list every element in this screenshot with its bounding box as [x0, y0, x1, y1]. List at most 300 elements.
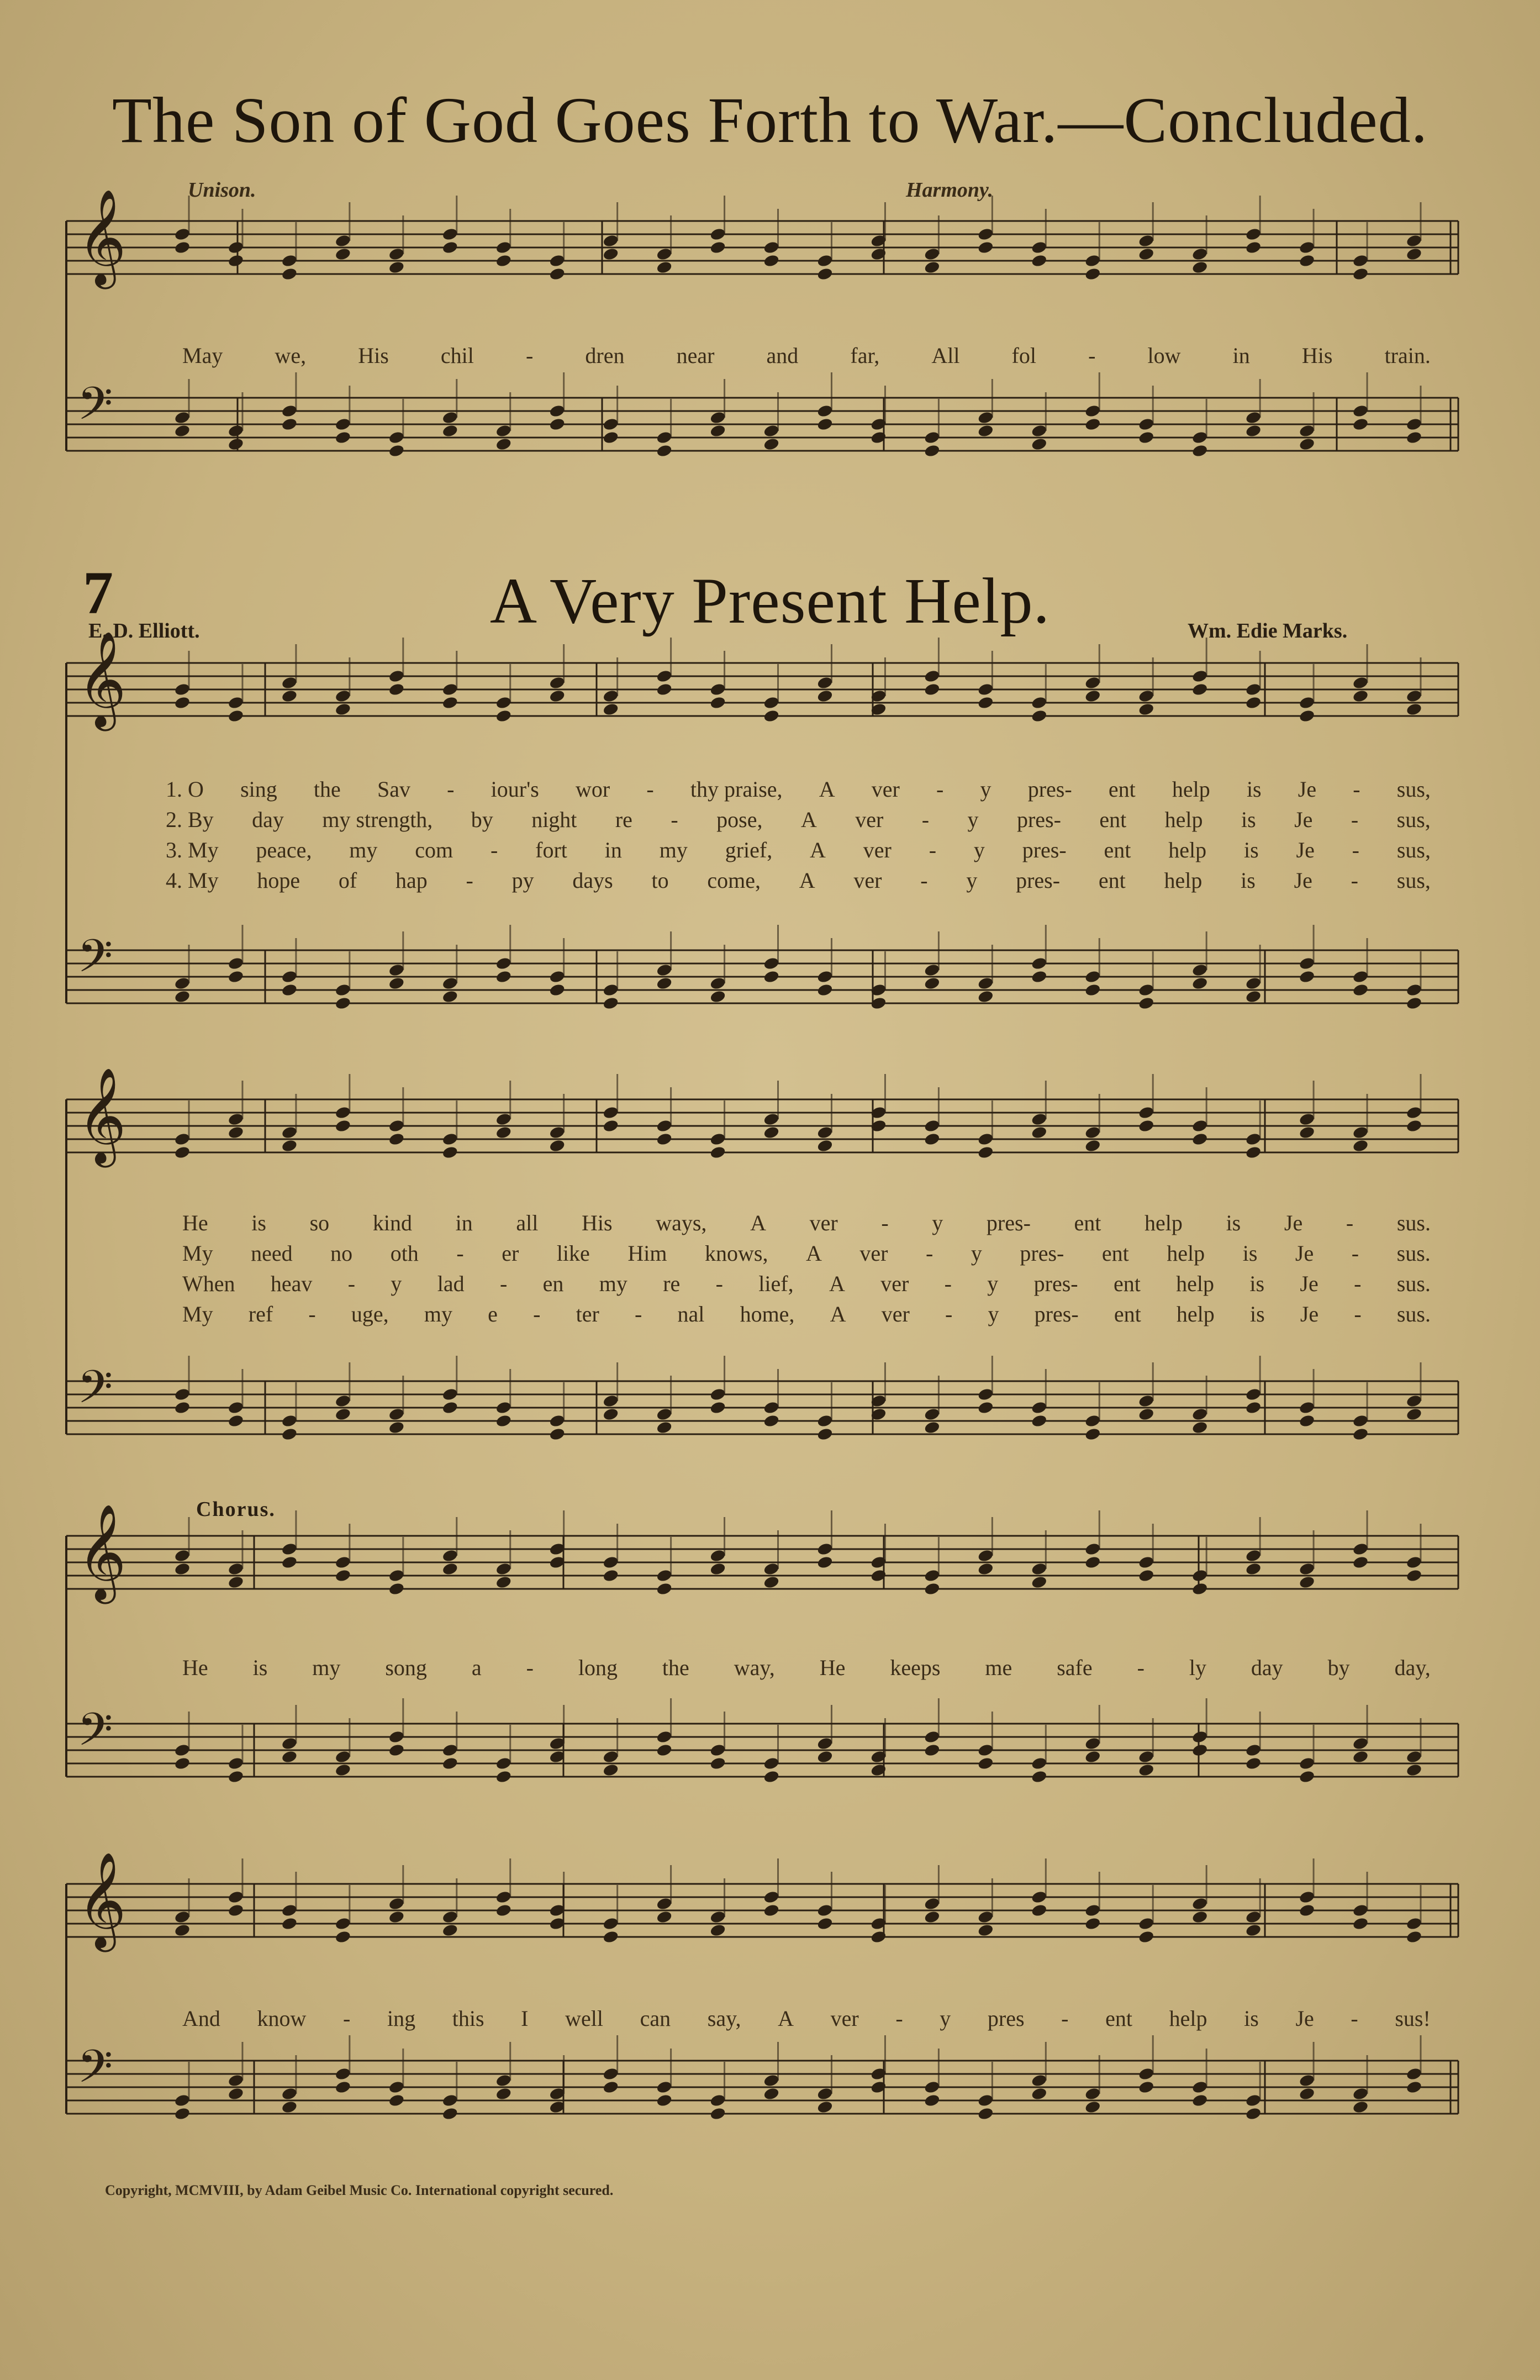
treble-clef-icon: 𝄞	[77, 1504, 126, 1600]
lyric-syllable: Je	[1300, 1271, 1319, 1296]
lyric-syllable: My	[182, 1302, 213, 1326]
notehead	[281, 417, 298, 431]
lyric-syllable: this	[452, 2006, 484, 2031]
treble-clef-icon: 𝄞	[77, 1852, 126, 1948]
lyric-syllable: -	[1351, 807, 1359, 832]
notehead	[1138, 1763, 1155, 1777]
notehead	[495, 437, 512, 451]
notehead	[1299, 437, 1316, 451]
lyric-syllable: -	[920, 868, 928, 893]
notehead	[281, 1427, 298, 1441]
notehead	[549, 1139, 566, 1153]
lyric-syllable: pres-	[1020, 1241, 1064, 1266]
notehead	[763, 1414, 780, 1428]
unison-marking: Unison.	[188, 178, 256, 202]
notehead	[656, 682, 673, 697]
lyric-syllable: day	[252, 807, 284, 832]
notehead	[1406, 702, 1423, 717]
notehead	[709, 1145, 726, 1160]
lyric-syllable: -	[715, 1271, 723, 1296]
notehead	[924, 682, 941, 697]
lyric-syllable: Je	[1294, 807, 1313, 832]
lyric-syllable: y	[987, 1271, 999, 1296]
lyric-syllable: -	[646, 777, 654, 802]
notehead	[388, 1420, 405, 1435]
notehead	[977, 1562, 994, 1576]
lyric-syllable: dren	[585, 343, 625, 368]
lyric-syllable: well	[565, 2006, 603, 2031]
notehead	[1031, 1770, 1048, 1784]
lyric-syllable: pres-	[1016, 868, 1061, 893]
notehead	[763, 1575, 780, 1589]
lyric-syllable: my	[349, 838, 378, 862]
notehead	[1299, 1414, 1316, 1428]
notehead	[1299, 1575, 1316, 1589]
notehead	[977, 989, 994, 1004]
notehead	[1191, 1420, 1209, 1435]
notehead	[977, 1400, 994, 1415]
lyric-syllable: -	[1354, 1271, 1362, 1296]
notehead	[549, 417, 566, 431]
lyric-syllable: know	[257, 2006, 307, 2031]
lyric-syllable: ver	[880, 1271, 909, 1296]
notehead	[924, 1582, 941, 1596]
notehead	[977, 2107, 994, 2121]
lyric-syllable: keeps	[890, 1655, 941, 1680]
lyric-syllable: His	[358, 343, 389, 368]
lyric-syllable: -	[525, 343, 534, 368]
lyric-syllable: y	[988, 1302, 999, 1326]
notehead	[174, 424, 191, 438]
chorus-label: Chorus.	[196, 1498, 276, 1521]
notehead	[228, 1770, 245, 1784]
notehead	[1245, 240, 1262, 255]
notehead	[709, 1923, 726, 1937]
notehead	[174, 1400, 191, 1415]
treble-staff	[66, 631, 1458, 731]
notehead	[1031, 2087, 1048, 2101]
notehead	[816, 983, 834, 997]
lyric-syllable: ent	[1113, 1271, 1141, 1296]
lyric-syllable: we,	[275, 343, 307, 368]
lyric-syllable: uge,	[351, 1302, 389, 1326]
notehead	[174, 240, 191, 255]
notehead	[388, 1743, 405, 1757]
notehead	[1084, 983, 1101, 997]
notehead	[1084, 1750, 1101, 1764]
lyric-syllable: nal	[677, 1302, 705, 1326]
notehead	[228, 1414, 245, 1428]
notehead	[924, 260, 941, 275]
lyric-syllable: sus,	[1396, 868, 1431, 893]
lyric-syllable: -	[456, 1241, 464, 1266]
lyric-syllable: ver	[859, 1241, 888, 1266]
notehead	[1352, 1750, 1369, 1764]
notehead	[816, 1750, 834, 1764]
lyric-syllable: ent	[1114, 1302, 1141, 1326]
lyric-syllable: is	[1246, 777, 1262, 802]
lyric-syllable: y	[932, 1210, 943, 1235]
lyric-syllable: day,	[1394, 1655, 1431, 1680]
notehead	[1245, 1923, 1262, 1937]
notehead	[1406, 1119, 1423, 1133]
lyric-syllable: is	[1241, 868, 1256, 893]
lyric-syllable: -	[1352, 838, 1359, 862]
composer-credit: Wm. Edie Marks.	[1188, 619, 1348, 643]
notehead	[1352, 1427, 1369, 1441]
notehead	[441, 424, 458, 438]
lyric-syllable: -	[1351, 1241, 1359, 1266]
notehead	[1084, 689, 1101, 703]
lyric-syllable: near	[676, 343, 715, 368]
notehead	[174, 696, 191, 710]
lyric-syllable: 4. My	[166, 868, 219, 893]
notehead	[1138, 1568, 1155, 1583]
notehead	[1406, 1930, 1423, 1944]
lyric-syllable: is	[1249, 1271, 1265, 1296]
notehead	[1138, 1930, 1155, 1944]
notehead	[816, 1555, 834, 1570]
lyric-syllable: ent	[1101, 1241, 1129, 1266]
notehead	[924, 1132, 941, 1146]
notehead	[495, 1414, 512, 1428]
notehead	[1191, 2093, 1209, 2108]
notehead	[816, 417, 834, 431]
notehead	[495, 970, 512, 984]
lyric-syllable: sus.	[1396, 1210, 1431, 1235]
lyric-syllable: safe	[1057, 1655, 1093, 1680]
lyric-syllable: sus!	[1395, 2006, 1431, 2031]
lyric-syllable: -	[466, 868, 473, 893]
hymn-number: 7	[83, 559, 113, 626]
lyric-syllable: ref	[248, 1302, 273, 1326]
lyric-syllable: pres-	[1027, 777, 1072, 802]
lyric-syllable: -	[671, 807, 678, 832]
lyric-syllable: can	[640, 2006, 671, 2031]
notehead	[1406, 430, 1423, 445]
notehead	[228, 437, 245, 451]
notehead	[763, 254, 780, 268]
notehead	[441, 696, 458, 710]
lyric-syllable: He	[182, 1655, 208, 1680]
lyric-syllable: ver	[881, 1302, 910, 1326]
notehead	[763, 1903, 780, 1918]
notehead	[602, 1119, 619, 1133]
lyric-syllable: com	[415, 838, 453, 862]
lyric-syllable: -	[944, 1271, 952, 1296]
notehead	[441, 2107, 458, 2121]
notehead	[1138, 247, 1155, 261]
notehead	[388, 260, 405, 275]
lyric-syllable: far,	[850, 343, 880, 368]
notehead	[1138, 702, 1155, 717]
notehead	[763, 2087, 780, 2101]
lyric-syllable: ent	[1105, 2006, 1132, 2031]
lyric-syllable: home,	[740, 1302, 795, 1326]
lyric-syllable: say,	[707, 2006, 741, 2031]
notehead	[228, 254, 245, 268]
notehead	[1031, 254, 1048, 268]
lyric-syllable: in	[1232, 343, 1250, 368]
notehead	[1299, 709, 1316, 723]
lyric-syllable: His	[1301, 343, 1333, 368]
notehead	[924, 976, 941, 991]
lyric-syllable: is	[1244, 2006, 1259, 2031]
notehead	[1084, 1427, 1101, 1441]
notehead	[1245, 1562, 1262, 1576]
notehead	[1299, 1903, 1316, 1918]
notehead	[1245, 989, 1262, 1004]
lyric-syllable: train.	[1384, 343, 1431, 368]
lyric-syllable: sing	[240, 777, 277, 802]
notehead	[441, 1756, 458, 1771]
notehead	[924, 1910, 941, 1924]
notehead	[1245, 424, 1262, 438]
notehead	[709, 696, 726, 710]
lyric-syllable: a	[471, 1655, 482, 1680]
notehead	[602, 1407, 619, 1421]
notehead	[1299, 1770, 1316, 1784]
notehead	[1031, 709, 1048, 723]
lyric-syllable: ver	[853, 868, 882, 893]
notehead	[441, 1400, 458, 1415]
notehead	[1031, 1575, 1048, 1589]
notehead	[656, 1582, 673, 1596]
lyric-syllable: -	[1354, 1302, 1362, 1326]
notehead	[1406, 247, 1423, 261]
notehead	[1245, 2107, 1262, 2121]
notehead	[441, 1145, 458, 1160]
notehead	[1084, 1555, 1101, 1570]
notehead	[1299, 1125, 1316, 1140]
lyric-syllable: re	[615, 807, 632, 832]
lyric-syllable: I	[521, 2006, 529, 2031]
lyric-syllable: peace,	[256, 838, 312, 862]
lyric-syllable: to	[651, 868, 669, 893]
notehead	[1191, 682, 1209, 697]
bass-clef-icon: 𝄢	[77, 1703, 113, 1767]
lyric-syllable: fol	[1011, 343, 1036, 368]
lyric-syllable: ver	[830, 2006, 859, 2031]
lyric-syllable: May	[182, 343, 223, 368]
notehead	[1191, 1743, 1209, 1757]
bass-staff	[66, 1698, 1458, 1784]
notehead	[1191, 1582, 1209, 1596]
lyric-syllable: help	[1167, 1241, 1205, 1266]
notehead	[335, 1568, 352, 1583]
lyric-syllable: help	[1172, 777, 1210, 802]
notehead	[1406, 996, 1423, 1010]
lyric-syllable: My	[182, 1241, 213, 1266]
notehead	[763, 1125, 780, 1140]
notehead	[924, 2093, 941, 2108]
notehead	[388, 1582, 405, 1596]
lyric-syllable: grief,	[725, 838, 773, 862]
lyric-syllable: way,	[734, 1655, 775, 1680]
notehead	[1191, 976, 1209, 991]
lyric-syllable: -	[634, 1302, 642, 1326]
lyric-syllable: -	[308, 1302, 316, 1326]
notehead	[977, 1923, 994, 1937]
lyric-syllable: me	[985, 1655, 1012, 1680]
lyric-syllable: days	[572, 868, 613, 893]
notehead	[977, 696, 994, 710]
notehead	[763, 1770, 780, 1784]
notehead	[1406, 1763, 1423, 1777]
hymn-title: A Very Present Help.	[489, 565, 1051, 637]
lyric-syllable: A	[830, 1302, 846, 1326]
notehead	[335, 2080, 352, 2094]
lyric-syllable: kind	[372, 1210, 412, 1235]
notehead	[495, 2087, 512, 2101]
lyric-syllable: ter	[576, 1302, 599, 1326]
notehead	[388, 444, 405, 458]
notehead	[656, 1910, 673, 1924]
notehead	[495, 1903, 512, 1918]
lyric-syllable: lad	[437, 1271, 465, 1296]
notehead	[1084, 1916, 1101, 1931]
notehead	[281, 1916, 298, 1931]
notehead	[1191, 444, 1209, 458]
lyric-syllable: song	[385, 1655, 427, 1680]
notehead	[1245, 1145, 1262, 1160]
lyric-syllable: ent	[1108, 777, 1136, 802]
lyric-syllable: help	[1176, 1302, 1215, 1326]
notehead	[1191, 1132, 1209, 1146]
notehead	[228, 1125, 245, 1140]
lyric-syllable: knows,	[704, 1241, 768, 1266]
notehead	[709, 1756, 726, 1771]
notehead	[816, 267, 834, 281]
lyric-syllable: night	[531, 807, 577, 832]
lyric-syllable: He	[819, 1655, 846, 1680]
bass-clef-icon: 𝄢	[77, 377, 113, 441]
notehead	[1406, 2080, 1423, 2094]
lyric-syllable: all	[516, 1210, 539, 1235]
notehead	[1299, 2087, 1316, 2101]
bass-staff	[66, 372, 1458, 458]
notehead	[1352, 2100, 1369, 2114]
bass-clef-icon: 𝄢	[77, 1360, 113, 1425]
lyric-syllable: er	[502, 1241, 519, 1266]
lyric-syllable: -	[1061, 2006, 1069, 2031]
lyric-syllable: need	[251, 1241, 293, 1266]
lyric-syllable: A	[750, 1210, 766, 1235]
lyric-syllable: pres-	[986, 1210, 1031, 1235]
lyric-syllable: pres-	[1016, 807, 1061, 832]
lyric-syllable: ways,	[656, 1210, 707, 1235]
lyric-syllable: oth	[390, 1241, 419, 1266]
notehead	[495, 1770, 512, 1784]
lyric-syllable: is	[1242, 1241, 1258, 1266]
notehead	[602, 430, 619, 445]
author-credit: E. D. Elliott.	[88, 619, 200, 643]
treble-clef-icon: 𝄞	[77, 189, 126, 285]
lyric-syllable: ver	[855, 807, 884, 832]
lyric-syllable: by	[1327, 1655, 1350, 1680]
notehead	[709, 2107, 726, 2121]
lyric-syllable: so	[309, 1210, 330, 1235]
notehead	[656, 1132, 673, 1146]
lyric-syllable: -	[526, 1655, 534, 1680]
lyric-syllable: is	[1249, 1302, 1265, 1326]
notehead	[924, 1420, 941, 1435]
lyric-syllable: pose,	[716, 807, 763, 832]
notehead	[495, 1575, 512, 1589]
notehead	[1191, 260, 1209, 275]
notehead	[656, 1420, 673, 1435]
notehead	[602, 247, 619, 261]
lyric-syllable: in	[604, 838, 622, 862]
notehead	[1031, 1125, 1048, 1140]
lyric-syllable: -	[447, 777, 455, 802]
lyric-syllable: -	[1346, 1210, 1354, 1235]
notehead	[602, 1930, 619, 1944]
lyric-syllable: -	[343, 2006, 351, 2031]
lyric-syllable: lief,	[758, 1271, 794, 1296]
notehead	[977, 1756, 994, 1771]
notehead	[495, 709, 512, 723]
lyric-syllable: the	[313, 777, 341, 802]
lyric-syllable: 2. By	[166, 807, 214, 832]
notehead	[281, 1555, 298, 1570]
notehead	[1031, 1414, 1048, 1428]
lyric-syllable: re	[663, 1271, 681, 1296]
lyric-syllable: 1. O	[166, 777, 204, 802]
lyric-syllable: -	[1088, 343, 1096, 368]
notehead	[388, 682, 405, 697]
lyric-syllable: y	[967, 807, 979, 832]
notehead	[1352, 1139, 1369, 1153]
notehead	[602, 996, 619, 1010]
lyric-syllable: help	[1145, 1210, 1183, 1235]
notehead	[1352, 983, 1369, 997]
lyric-syllable: come,	[707, 868, 761, 893]
lyric-syllable: When	[182, 1271, 235, 1296]
lyric-syllable: is	[1243, 838, 1259, 862]
lyric-syllable: help	[1168, 838, 1207, 862]
notehead	[602, 702, 619, 717]
notehead	[1084, 1139, 1101, 1153]
lyric-syllable: Him	[627, 1241, 667, 1266]
notehead	[656, 444, 673, 458]
treble-staff	[66, 1504, 1458, 1604]
notehead	[281, 1139, 298, 1153]
lyric-syllable: y	[973, 838, 985, 862]
lyric-syllable: and	[766, 343, 799, 368]
notehead	[388, 1910, 405, 1924]
harmony-marking: Harmony.	[906, 178, 993, 202]
treble-clef-icon: 𝄞	[77, 1067, 126, 1163]
lyric-syllable: He	[182, 1210, 208, 1235]
notehead	[924, 444, 941, 458]
lyric-syllable: in	[455, 1210, 473, 1235]
notehead	[602, 1568, 619, 1583]
lyric-syllable: A	[805, 1241, 822, 1266]
lyric-syllable: hap	[395, 868, 428, 893]
notehead	[1031, 1903, 1048, 1918]
lyric-syllable: -	[1137, 1655, 1145, 1680]
notehead	[228, 2087, 245, 2101]
lyric-syllable: pres-	[1034, 1302, 1079, 1326]
notehead	[335, 430, 352, 445]
notehead	[388, 976, 405, 991]
lyric-syllable: ver	[863, 838, 892, 862]
lyric-syllable: ver	[871, 777, 900, 802]
notehead	[441, 240, 458, 255]
notehead	[388, 1132, 405, 1146]
lyric-syllable: ing	[387, 2006, 416, 2031]
